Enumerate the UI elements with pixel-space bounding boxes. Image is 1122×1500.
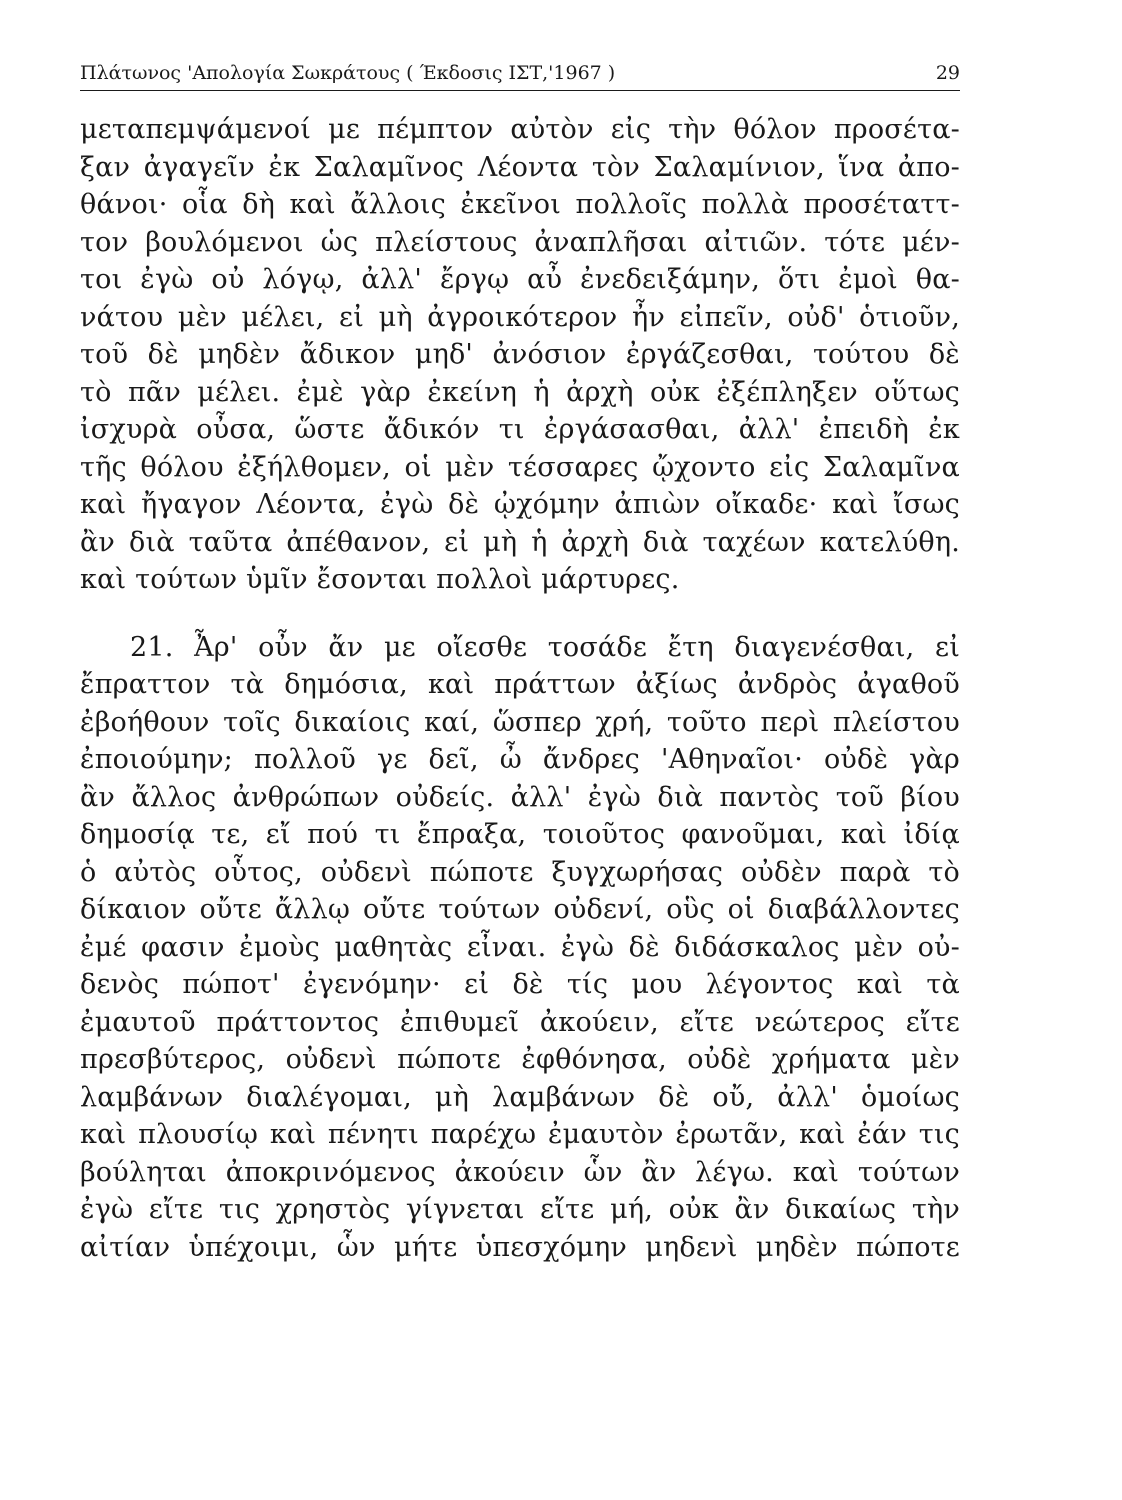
running-title: Πλάτωνος 'Απολογία Σωκράτους ( Έκδοσις ΙΣΤ,'1967 ) <box>80 62 616 84</box>
text-line: δενὸς πώποτ' ἐγενόμην· εἰ δὲ τίς μου λέγοντος καὶ τὰ <box>80 969 960 1000</box>
text-line: καὶ πλουσίῳ καὶ πένητι παρέχω ἐμαυτὸν ἐρωτᾶν, καὶ ἐάν τις <box>80 1119 960 1150</box>
text-line: τὸ πᾶν μέλει. ἐμὲ γὰρ ἐκείνη ἡ ἀρχὴ οὐκ ἐξέπληξεν οὕτως <box>80 376 960 408</box>
text-line: ἐμαυτοῦ πράττοντος ἐπιθυμεῖ ἀκούειν, εἴτε νεώτερος εἴτε <box>80 1006 960 1038</box>
text-line: ἰσχυρὰ οὖσα, ὥστε ἄδικόν τι ἐργάσασθαι, ἀλλ' ἐπειδὴ ἐκ <box>80 414 960 445</box>
text-line: τῆς θόλου ἐξήλθομεν, οἱ μὲν τέσσαρες ᾤχοντο εἰς Σαλαμῖνα <box>80 451 960 483</box>
text-line: καὶ ἤγαγον Λέοντα, ἐγὼ δὲ ᾠχόμην ἀπιὼν οἴκαδε· καὶ ἴσως <box>80 489 960 520</box>
text-line: τον βουλόμενοι ὡς πλείστους ἀναπλῆσαι αἰτιῶν. τότε μέν- <box>80 226 960 258</box>
book-page <box>80 60 960 1266</box>
paragraph-2 <box>80 629 960 1267</box>
text-line: νάτου μὲν μέλει, εἰ μὴ ἀγροικότερον ἦν εἰπεῖν, οὐδ' ὁτιοῦν, <box>80 301 960 333</box>
text-line: δημοσίᾳ τε, εἴ πού τι ἔπραξα, τοιοῦτος φανοῦμαι, καὶ ἰδίᾳ <box>80 819 960 850</box>
text-line: δίκαιον οὔτε ἄλλῳ οὔτε τούτων οὐδενί, οὓς οἱ διαβάλλοντες <box>80 894 960 925</box>
text-line: μεταπεμψάμενοί με πέμπτον αὐτὸν εἰς τὴν θόλον προσέτα- <box>80 114 960 145</box>
text-line: τοῦ δὲ μηδὲν ἄδικον μηδ' ἀνόσιον ἐργάζεσθαι, τούτου δὲ <box>80 339 960 370</box>
text-line: ἐγὼ εἴτε τις χρηστὸς γίγνεται εἴτε μή, οὐκ ἂν δικαίως τὴν <box>80 1194 960 1225</box>
page-number: 29 <box>935 62 960 84</box>
text-line: θάνοι· οἷα δὴ καὶ ἄλλοις ἐκεῖνοι πολλοῖς πολλὰ προσέταττ- <box>80 189 960 220</box>
paragraph-1 <box>80 111 960 599</box>
text-line: ἐποιούμην; πολλοῦ γε δεῖ, ὦ ἄνδρες 'Αθηναῖοι· οὐδὲ γὰρ <box>80 744 960 775</box>
text-line: τοι ἐγὼ οὐ λόγῳ, ἀλλ' ἔργῳ αὖ ἐνεδειξάμην, ὅτι ἐμοὶ θα- <box>80 264 960 295</box>
text-line: ὁ αὐτὸς οὗτος, οὐδενὶ πώποτε ξυγχωρήσας οὐδὲν παρὰ τὸ <box>80 856 960 888</box>
text-line: 21. Ἆρ' οὖν ἄν με οἴεσθε τοσάδε ἔτη διαγενέσθαι, εἰ <box>130 631 960 663</box>
paragraph-spacer <box>80 599 960 629</box>
text-line: ἐμέ φασιν ἐμοὺς μαθητὰς εἶναι. ἐγὼ δὲ διδάσκαλος μὲν οὐ- <box>80 931 960 963</box>
text-line: ἂν διὰ ταῦτα ἀπέθανον, εἰ μὴ ἡ ἀρχὴ διὰ ταχέων κατελύθη. <box>80 526 960 558</box>
body-text <box>80 111 960 1266</box>
text-line: πρεσβύτερος, οὐδενὶ πώποτε ἐφθόνησα, οὐδὲ χρήματα μὲν <box>80 1044 960 1075</box>
text-line: αἰτίαν ὑπέχοιμι, ὧν μήτε ὑπεσχόμην μηδενὶ μηδὲν πώποτε <box>80 1231 960 1263</box>
text-line: ξαν ἀγαγεῖν ἐκ Σαλαμῖνος Λέοντα τὸν Σαλαμίνιον, ἵνα ἀπο- <box>80 151 960 183</box>
text-line: ἐβοήθουν τοῖς δικαίοις καί, ὥσπερ χρή, τοῦτο περὶ πλείστου <box>80 706 960 738</box>
text-line: ἂν ἄλλος ἀνθρώπων οὐδείς. ἀλλ' ἐγὼ διὰ παντὸς τοῦ βίου <box>80 781 960 813</box>
text-line: βούληται ἀποκρινόμενος ἀκούειν ὧν ἂν λέγω. καὶ τούτων <box>80 1156 960 1188</box>
running-header <box>80 60 960 91</box>
text-line: λαμβάνων διαλέγομαι, μὴ λαμβάνων δὲ οὔ, ἀλλ' ὁμοίως <box>80 1081 960 1113</box>
text-line: ἔπραττον τὰ δημόσια, καὶ πράττων ἀξίως ἀνδρὸς ἀγαθοῦ <box>80 669 960 700</box>
text-line: καὶ τούτων ὑμῖν ἔσονται πολλοὶ μάρτυρες. <box>80 564 680 595</box>
